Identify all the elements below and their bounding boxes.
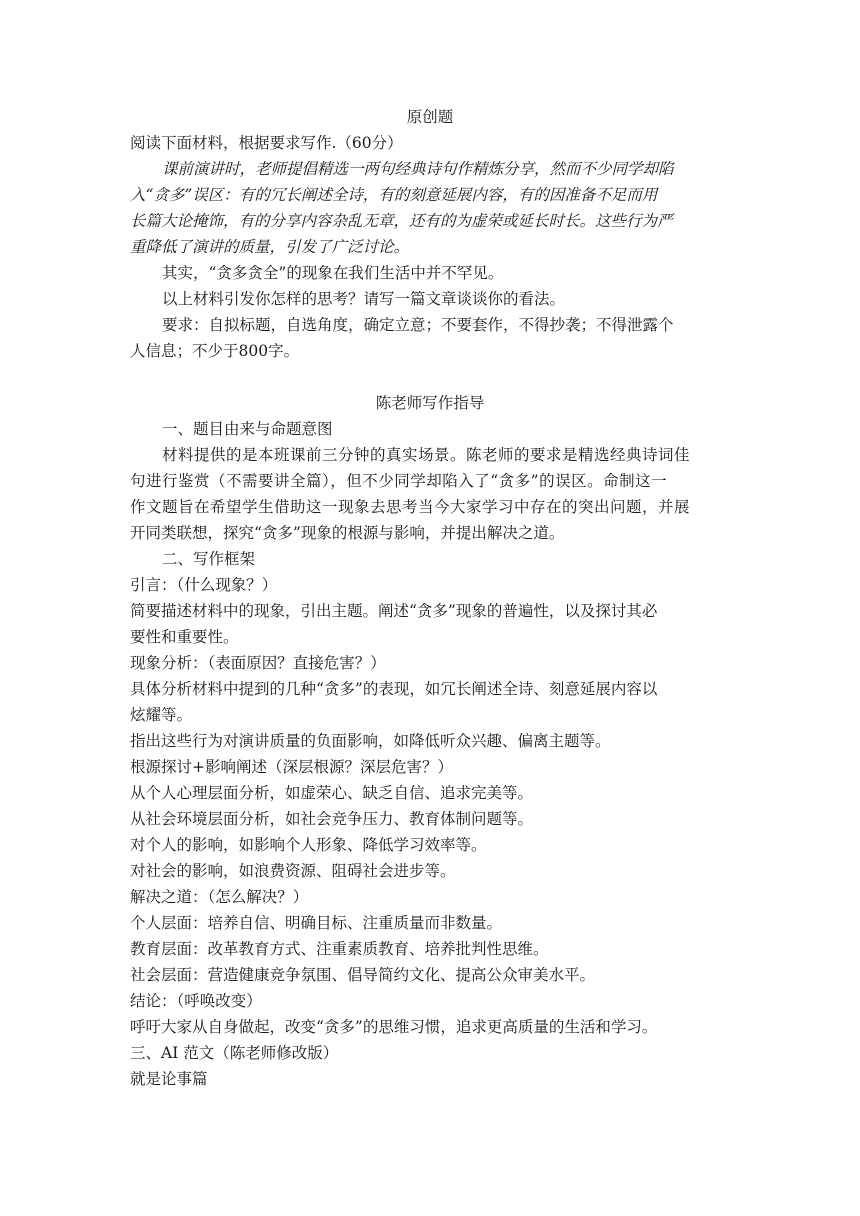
requirements-line: 要求：自拟标题，自选角度，确定立意；不要套作，不得抄袭；不得泄露个 [162,316,674,334]
intent-line: 句进行鉴赏（不需要讲全篇），但不少同学却陷入了“贪多”的误区。命制这一 [130,472,668,490]
intent-line: 材料提供的是本班课前三分钟的真实场景。陈老师的要求是精选经典诗词佳 [162,446,691,464]
framework-line: 从个人心理层面分析，如虚荣心、缺乏自信、追求完美等。 [130,784,534,802]
material-line: 长篇大论掩饰，有的分享内容杂乱无章，还有的为虚荣或延长时长。这些行为严 [130,212,673,230]
framework-line: 炫耀等。 [130,706,193,724]
material-paragraph: 其实，“贪多贪全”的现象在我们生活中并不罕见。 [162,264,504,282]
intent-line: 开同类联想，探究“贪多”现象的根源与影响，并提出解决之道。 [130,524,565,542]
framework-line: 引言：（什么现象？） [130,576,278,594]
spacer [130,364,730,390]
framework-line: 社会层面：营造健康竞争氛围、倡导简约文化、提高公众审美水平。 [130,966,596,984]
framework-line: 根源探讨+影响阐述（深层根源？深层危害？） [130,758,453,776]
requirements-line: 人信息；不少于800字。 [130,342,300,360]
material-line: 课前演讲时，老师提倡精选一两句经典诗句作精炼分享，然而不少同学却陷 [162,160,674,178]
framework-line: 指出这些行为对演讲质量的负面影响，如降低听众兴趣、偏离主题等。 [130,732,611,750]
document-body [130,104,730,1092]
framework-line: 解决之道：（怎么解决？） [130,888,309,906]
framework-line: 要性和重要性。 [130,628,239,646]
framework-line: 从社会环境层面分析，如社会竞争压力、教育体制问题等。 [130,810,534,828]
heading-intent: 一、题目由来与命题意图 [162,420,333,438]
material-line: 入“贪多”误区：有的冗长阐述全诗，有的刻意延展内容，有的因准备不足而用 [130,186,658,204]
framework-line: 结论：（呼唤改变） [130,992,262,1010]
framework-line: 教育层面：改革教育方式、注重素质教育、培养批判性思维。 [130,940,549,958]
framework-line: 对社会的影响，如浪费资源、阻碍社会进步等。 [130,862,456,880]
heading-framework: 二、写作框架 [162,550,256,568]
framework-line: 具体分析材料中提到的几种“贪多”的表现，如冗长阐述全诗、刻意延展内容以 [130,680,658,698]
framework-line: 个人层面：培养自信、明确目标、注重质量而非数量。 [130,914,503,932]
writing-instruction: 阅读下面材料，根据要求写作.（60分） [130,134,403,152]
intent-line: 作文题旨在希望学生借助这一现象去思考当今大家学习中存在的突出问题，并展 [130,498,691,516]
section-title-guidance: 陈老师写作指导 [375,394,485,412]
heading-sample-essay: 三、AI 范文（陈老师修改版） [130,1044,339,1062]
prompt-question: 以上材料引发你怎样的思考？请写一篇文章谈谈你的看法。 [162,290,566,308]
framework-line: 呼吁大家从自身做起，改变“贪多”的思维习惯，追求更高质量的生活和学习。 [130,1018,658,1036]
sample-essay-type: 就是论事篇 [130,1070,208,1088]
framework-line: 简要描述材料中的现象，引出主题。阐述“贪多”现象的普遍性，以及探讨其必 [130,602,658,620]
material-line: 重降低了演讲的质量，引发了广泛讨论。 [130,238,410,256]
framework-line: 对个人的影响，如影响个人形象、降低学习效率等。 [130,836,487,854]
section-title-original: 原创题 [406,108,454,126]
framework-line: 现象分析：（表面原因？直接危害？） [130,654,386,672]
